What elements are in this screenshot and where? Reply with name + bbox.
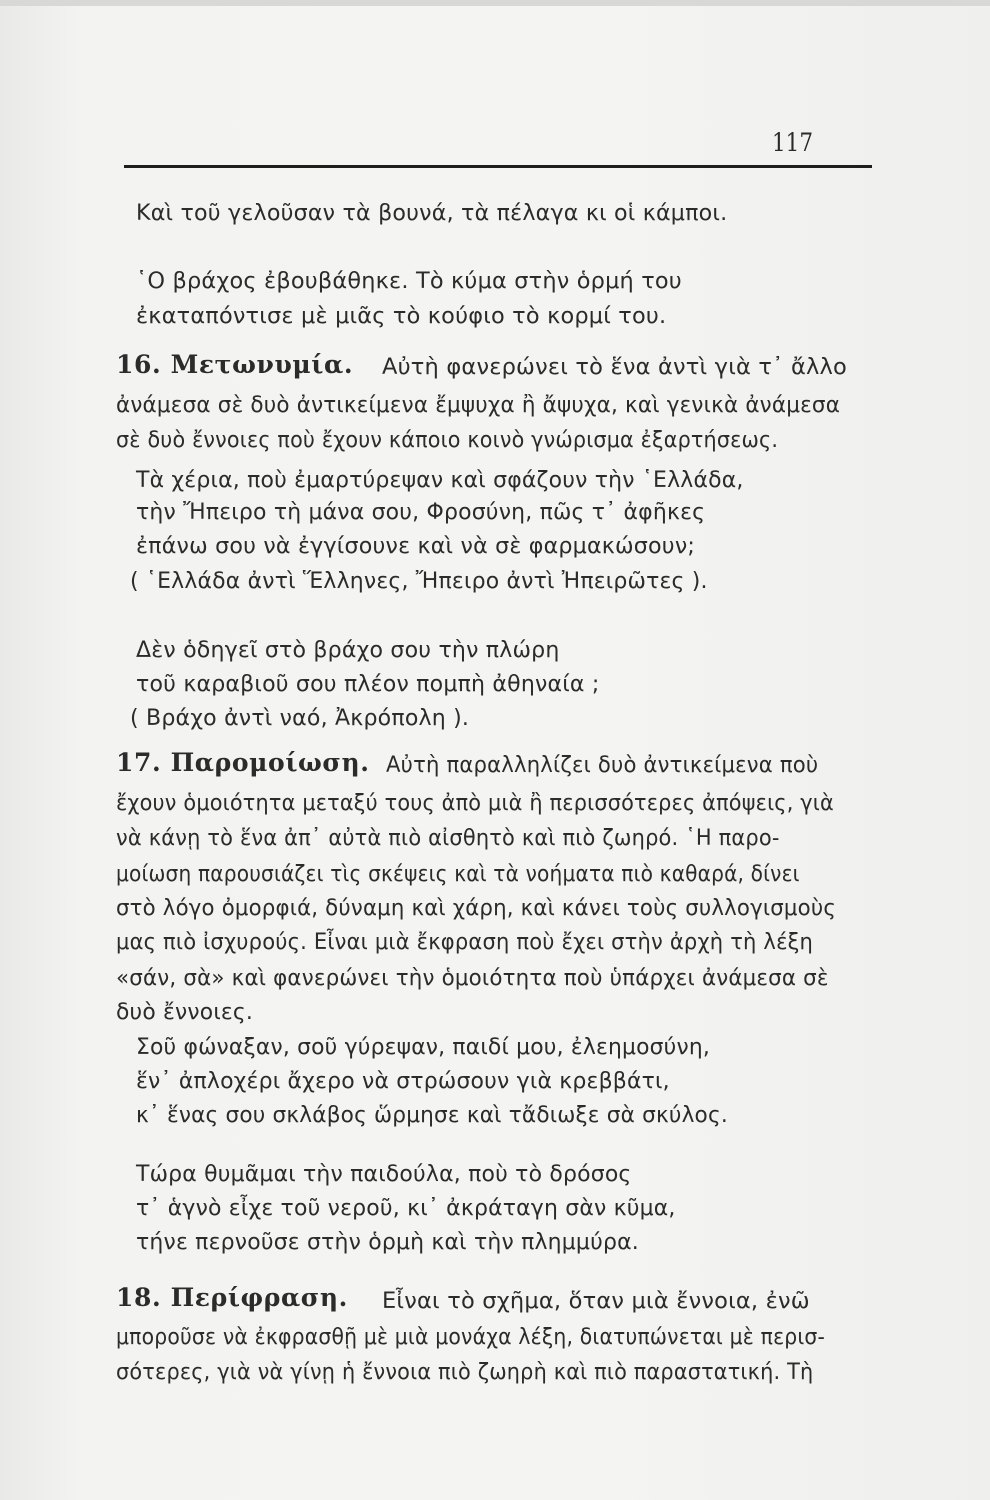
body-line: μας πιὸ ἰσχυρούς. Εἶναι μιὰ ἔκφραση ποὺ ἔχει στὴν ἀρχὴ τὴ λέξη [116,929,814,955]
verse-line: τὴν Ἤπειρο τὴ μάνα σου, Φροσύνη, πῶς τ᾿ ἀφῆκες [136,499,706,525]
body-line: μποροῦσε νὰ ἐκφρασθῇ μὲ μιὰ μονάχα λέξη, διατυπώνεται μὲ περισ- [116,1324,826,1350]
body-line: ἀνάμεσα σὲ δυὸ ἀντικείμενα ἔμψυχα ἢ ἄψυχα, καὶ γενικὰ ἀνάμεσα [116,392,841,418]
section-18-heading: 18. Περίφραση. [116,1283,348,1312]
section-17-heading: 17. Παρομοίωση. [116,748,370,777]
verse-line: τοῦ καραβιοῦ σου πλέον πομπὴ ἀθηναία ; [136,671,600,697]
verse-line: ἐπάνω σου νὰ ἐγγίσουνε καὶ νὰ σὲ φαρμακώσουν; [136,533,696,559]
verse-line: Σοῦ φώναξαν, σοῦ γύρεψαν, παιδί μου, ἐλεημοσύνη, [136,1034,711,1060]
body-line: ἔχουν ὁμοιότητα μεταξύ τους ἀπὸ μιὰ ἢ περισσότερες ἀπόψεις, γιὰ [116,790,834,816]
section-16-heading: 16. Μετωνυμία. [116,350,354,379]
verse-line: ἕν᾿ ἀπλοχέρι ἄχερο νὰ στρώσουν γιὰ κρεββάτι, [136,1068,670,1094]
body-line: στὸ λόγο ὀμορφιά, δύναμη καὶ χάρη, καὶ κάνει τοὺς συλλογισμοὺς [116,895,837,921]
verse-line: ἐκαταπόντισε μὲ μιᾶς τὸ κούφιο τὸ κορμί του. [136,303,667,329]
body-line: νὰ κάνῃ τὸ ἕνα ἀπ᾿ αὐτὰ πιὸ αἰσθητὸ καὶ πιὸ ζωηρό. ῾Η παρο- [116,825,780,851]
section-18-lead: Εἶναι τὸ σχῆμα, ὅταν μιὰ ἔννοια, ἐνῶ [382,1288,810,1314]
body-line: «σάν, σὰ» καὶ φανερώνει τὴν ὁμοιότητα ποὺ ὑπάρχει ἀνάμεσα σὲ [116,965,829,991]
verse-note: ( Βράχο ἀντὶ ναό, Ἀκρόπολη ). [130,705,470,731]
verse-line: τήνε περνοῦσε στὴν ὁρμὴ καὶ τὴν πλημμύρα. [136,1229,639,1255]
verse-line: τ᾿ ἁγνὸ εἶχε τοῦ νεροῦ, κι᾿ ἀκράταγη σὰν κῦμα, [136,1195,676,1221]
verse-line: Τὰ χέρια, ποὺ ἐμαρτύρεψαν καὶ σφάζουν τὴν ῾Ελλάδα, [136,467,744,493]
page-number: 117 [772,128,814,157]
verse-note: ( ῾Ελλάδα ἀντὶ Ἕλληνες, Ἤπειρο ἀντὶ Ἠπειρῶτες ). [130,568,708,594]
section-16-lead: Αὐτὴ φανερώνει τὸ ἕνα ἀντὶ γιὰ τ᾿ ἄλλο [382,354,847,380]
body-line: δυὸ ἔννοιες. [116,999,254,1025]
verse-line: Δὲν ὁδηγεῖ στὸ βράχο σου τὴν πλώρη [136,637,560,663]
body-line: σὲ δυὸ ἔννοιες ποὺ ἔχουν κάποιο κοινὸ γνώρισμα ἐξαρτήσεως. [116,427,779,453]
header-rule [124,165,872,168]
top-edge [0,0,990,6]
verse-line: Καὶ τοῦ γελοῦσαν τὰ βουνά, τὰ πέλαγα κι οἱ κάμποι. [136,200,728,226]
body-line: μοίωση παρουσιάζει τὶς σκέψεις καὶ τὰ νοήματα πιὸ καθαρά, δίνει [116,861,800,887]
section-17-lead: Αὐτὴ παραλληλίζει δυὸ ἀντικείμενα ποὺ [386,752,819,778]
verse-line: Τώρα θυμᾶμαι τὴν παιδούλα, ποὺ τὸ δρόσος [136,1161,632,1187]
verse-line: κ᾿ ἕνας σου σκλάβος ὥρμησε καὶ τἄδιωξε σὰ σκύλος. [136,1102,728,1128]
body-line: σότερες, γιὰ νὰ γίνῃ ἡ ἔννοια πιὸ ζωηρὴ καὶ πιὸ παραστατική. Τὴ [116,1359,814,1385]
verse-line: ῾Ο βράχος ἐβουβάθηκε. Τὸ κύμα στὴν ὁρμή του [136,268,682,294]
